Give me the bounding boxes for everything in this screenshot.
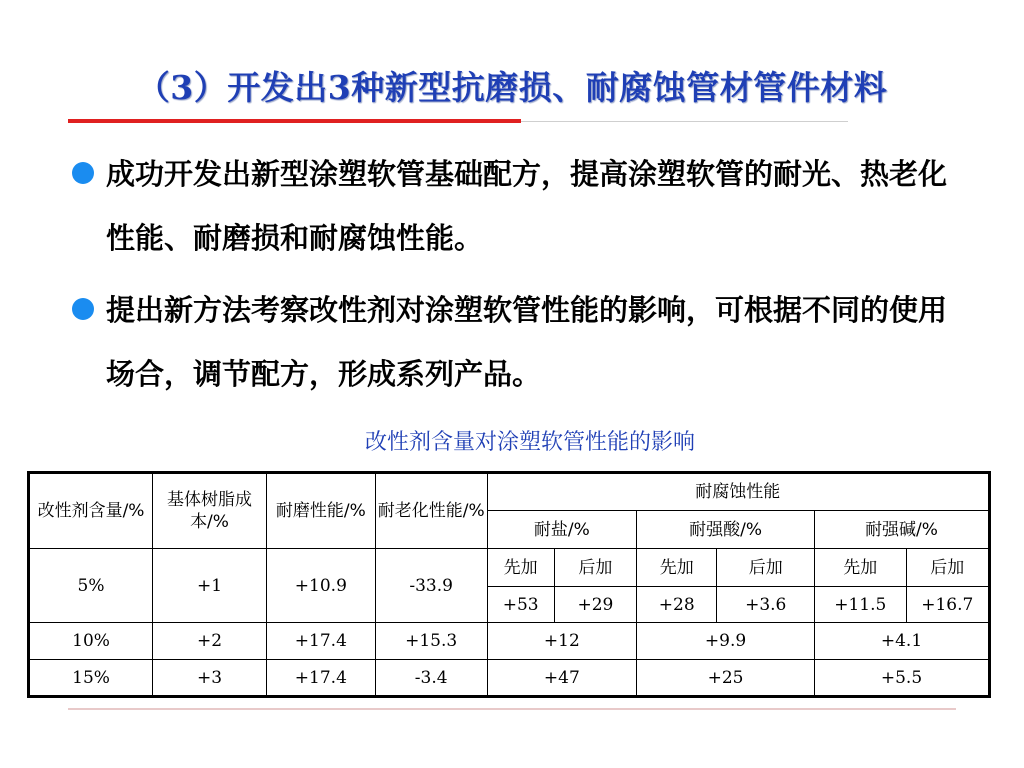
cell-wear: +10.9 [266, 549, 375, 623]
header-acid-post: 后加 [717, 549, 815, 587]
cell-acid: +25 [637, 660, 815, 697]
header-salt-pre: 先加 [487, 549, 554, 587]
bullet-item [72, 142, 972, 270]
header-cost: 基体树脂成本/% [153, 473, 267, 549]
header-wear: 耐磨性能/% [266, 473, 375, 549]
bullet-item [72, 278, 972, 406]
performance-table [27, 471, 991, 698]
cell-alkali: +5.5 [815, 660, 990, 697]
cell-aging: -3.4 [375, 660, 487, 697]
header-alkali-pre: 先加 [815, 549, 907, 587]
cell-salt: +47 [487, 660, 636, 697]
bullet-list [72, 142, 972, 414]
cell-salt-pre: +53 [487, 587, 554, 623]
cell-alkali-post: +16.7 [906, 587, 989, 623]
cell-cost: +1 [153, 549, 267, 623]
table-row [29, 623, 990, 660]
header-modifier: 改性剂含量/% [29, 473, 153, 549]
header-salt-post: 后加 [554, 549, 636, 587]
cell-wear: +17.4 [266, 660, 375, 697]
cell-wear: +17.4 [266, 623, 375, 660]
title-underline [68, 119, 848, 123]
cell-acid-pre: +28 [637, 587, 717, 623]
table-row [29, 660, 990, 697]
header-acid: 耐强酸/% [637, 511, 815, 549]
table-header-row [29, 473, 990, 511]
bullet-text: 提出新方法考察改性剂对涂塑软管性能的影响，可根据不同的使用场合，调节配方，形成系列产品。 [106, 293, 948, 391]
cell-cost: +2 [153, 623, 267, 660]
cell-modifier: 5% [29, 549, 153, 623]
header-corrosion: 耐腐蚀性能 [487, 473, 989, 511]
cell-aging: +15.3 [375, 623, 487, 660]
cell-modifier: 15% [29, 660, 153, 697]
slide-title: （3）开发出3种新型抗磨损、耐腐蚀管材管件材料 [136, 68, 888, 107]
header-alkali-post: 后加 [906, 549, 989, 587]
cell-salt-post: +29 [554, 587, 636, 623]
table-row [29, 549, 990, 587]
table-caption: 改性剂含量对涂塑软管性能的影响 [364, 430, 695, 455]
cell-acid-post: +3.6 [717, 587, 815, 623]
header-alkali: 耐强碱/% [815, 511, 990, 549]
bullet-dot-icon [72, 162, 94, 184]
bullet-dot-icon [72, 298, 94, 320]
cell-alkali-pre: +11.5 [815, 587, 907, 623]
header-aging: 耐老化性能/% [375, 473, 487, 549]
cell-alkali: +4.1 [815, 623, 990, 660]
cell-modifier: 10% [29, 623, 153, 660]
cell-salt: +12 [487, 623, 636, 660]
footer-divider [68, 708, 956, 710]
header-acid-pre: 先加 [637, 549, 717, 587]
title-underline-red [68, 119, 521, 123]
title-underline-grey [521, 121, 848, 122]
header-salt: 耐盐/% [487, 511, 636, 549]
cell-cost: +3 [153, 660, 267, 697]
cell-aging: -33.9 [375, 549, 487, 623]
bullet-text: 成功开发出新型涂塑软管基础配方，提高涂塑软管的耐光、热老化性能、耐磨损和耐腐蚀性能。 [106, 157, 948, 255]
cell-acid: +9.9 [637, 623, 815, 660]
